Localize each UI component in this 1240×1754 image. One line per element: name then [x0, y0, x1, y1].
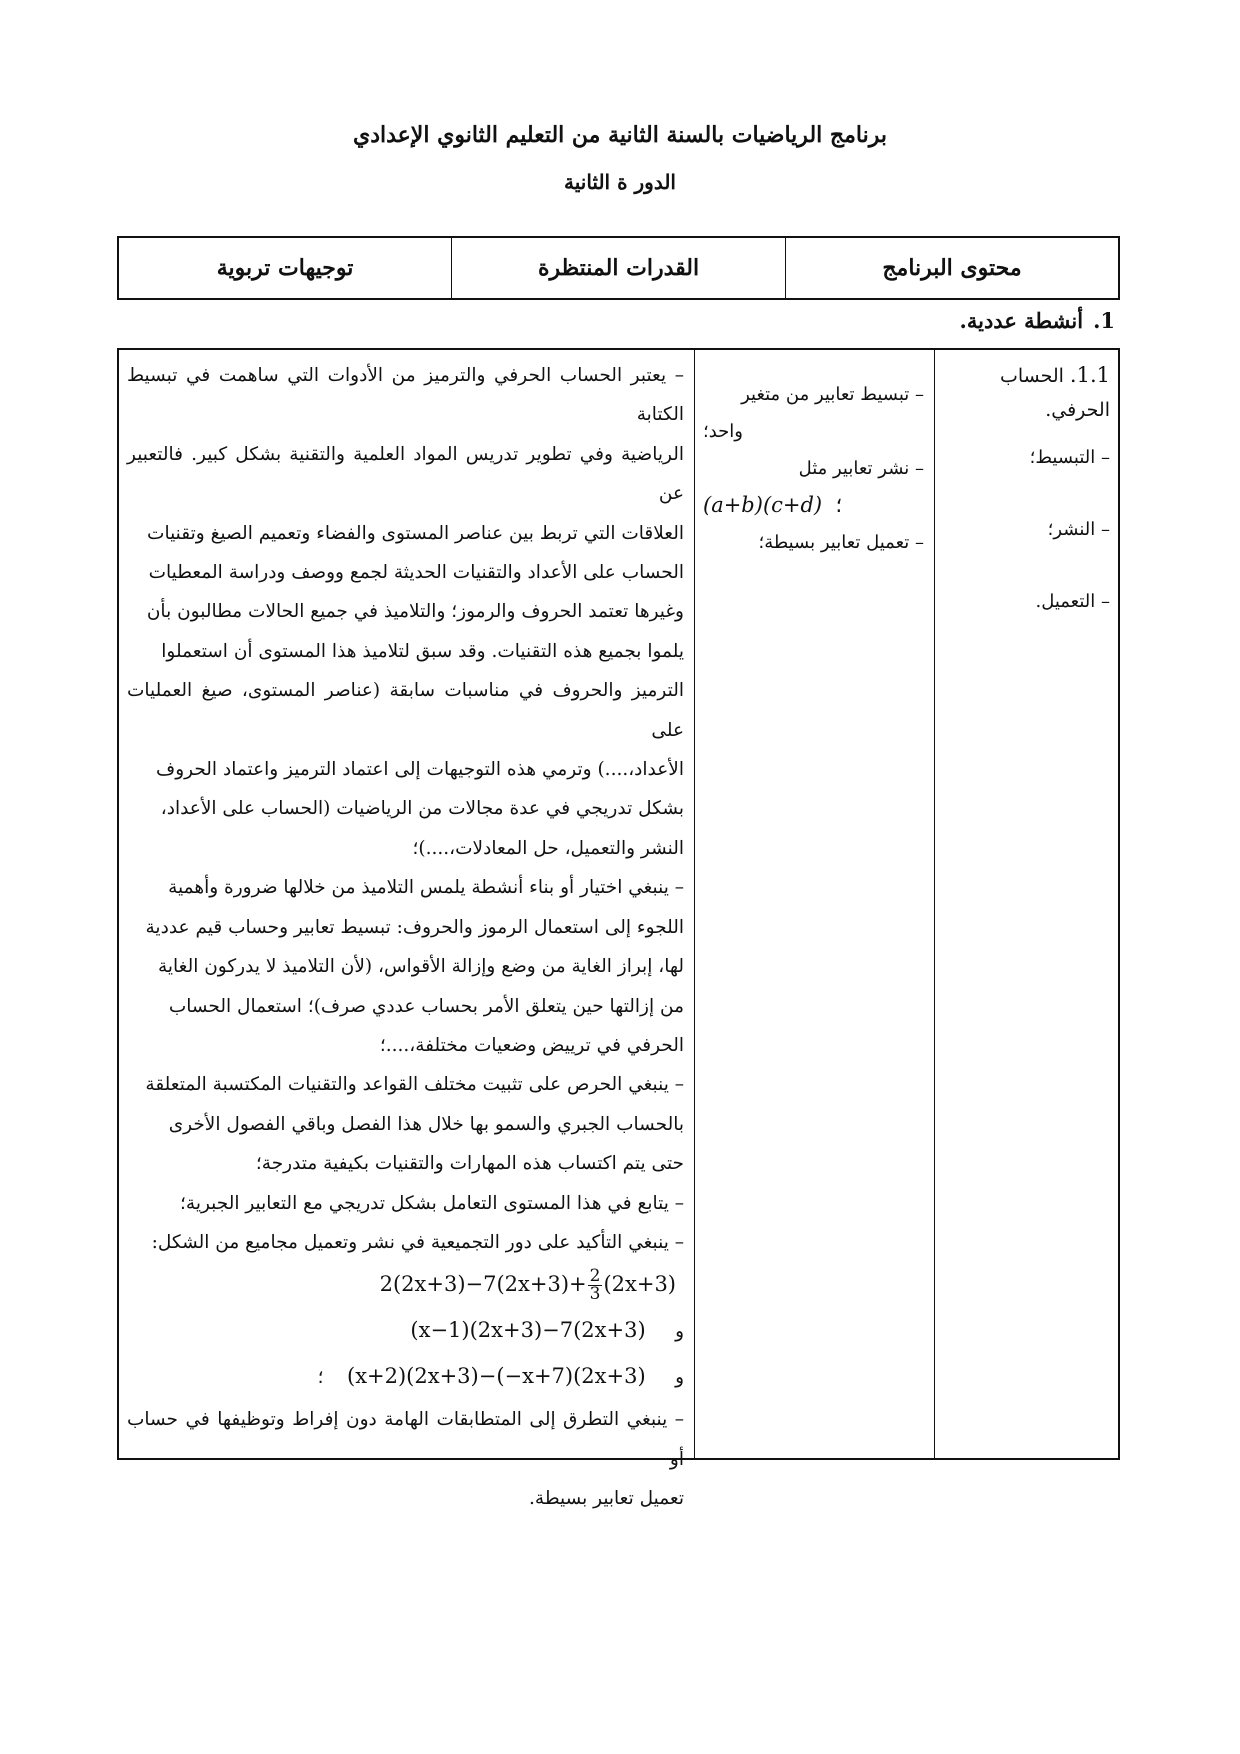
- guidance-line: تعميل تعابير بسيطة.: [529, 1488, 684, 1510]
- section-title: [960, 308, 1115, 333]
- guidance-line: – ينبغي اختيار أو بناء أنشطة يلمس التلاميذ من خلالها ضرورة وأهمية: [168, 877, 684, 899]
- guidance-line: – يعتبر الحساب الحرفي والترميز من الأدوات التي ساهمت في تبسيط الكتابة: [127, 365, 684, 426]
- guidance-line: الترميز والحروف في مناسبات سابقة (عناصر المستوى، صيغ العمليات على: [127, 680, 684, 741]
- guidance-line: الحرفي في ترييض وضعيات مختلفة،....؛: [379, 1034, 684, 1056]
- content-item: – النشر؛: [1047, 519, 1110, 540]
- content-heading-number: 1.1.: [1069, 363, 1110, 387]
- fraction-two-thirds: $\frac{2}{3}$: [589, 1266, 601, 1305]
- header-table: [117, 236, 1120, 300]
- guidance-line: اللجوء إلى استعمال الرموز والحروف: تبسيط تعابير وحساب قيم عددية: [145, 916, 684, 938]
- ability-line: – تعميل تعابير بسيطة؛: [758, 532, 924, 553]
- guidance-line: من إزالتها حين يتعلق الأمر بحساب عددي صرف)؛ استعمال الحساب: [168, 995, 684, 1017]
- page-subtitle: الدور ة الثانية: [564, 170, 676, 194]
- formula-line-1: [127, 1262, 684, 1308]
- content-heading-text: الحساب الحرفي.: [999, 365, 1110, 421]
- guidance-line: وغيرها تعتمد الحروف والرموز؛ والتلاميذ في جميع الحالات مطالبون بأن: [146, 601, 684, 623]
- formula-line-2: [127, 1308, 684, 1354]
- content-heading: [943, 358, 1110, 427]
- header-content: محتوى البرنامج: [882, 255, 1022, 281]
- guidance-line: العلاقات التي تربط بين عناصر المستوى والفضاء وتعميم الصيغ وتقنيات: [147, 522, 684, 544]
- content-item: – التبسيط؛: [1029, 447, 1110, 468]
- ability-expression-formula: (a+b)(c+d): [703, 493, 823, 517]
- ability-line: واحد؛: [703, 421, 743, 442]
- section-number: 1.: [1093, 308, 1115, 333]
- formula-2: (x−1)(2x+3)−7(2x+3): [410, 1318, 646, 1343]
- formula-separator: ؛: [317, 1367, 324, 1389]
- formula-1: 2(2x+3)−7(2x+3)+ $\frac{2}{3}$ (2x+3): [379, 1266, 676, 1305]
- conjunction: و: [675, 1321, 684, 1343]
- guidance-line: – ينبغي التطرق إلى المتطابقات الهامة دون إفراط وتوظيفها في حساب أو: [127, 1409, 684, 1470]
- section-title-text: أنشطة عددية.: [959, 308, 1084, 333]
- guidance-line: الأعداد،....) وترمي هذه التوجيهات إلى اعتماد الترميز واعتماد الحروف: [156, 759, 684, 781]
- main-table: [117, 348, 1120, 1510]
- guidance-line: يلموا بجميع هذه التقنيات. وقد سبق لتلاميذ هذا المستوى أن استعملوا: [161, 640, 684, 662]
- formula-line-3: [127, 1354, 684, 1400]
- guidance-line: الرياضية وفي تطوير تدريس المواد العلمية والتقنية بشكل كبير. فالتعبير عن: [127, 443, 684, 505]
- guidance-line: لها، إبراز الغاية من وضع وإزالة الأقواس، (لأن التلاميذ لا يدركون الغاية: [157, 956, 684, 978]
- content-item: – التعميل.: [1035, 591, 1110, 612]
- content-column: [934, 350, 1118, 1458]
- guidance-line: النشر والتعميل، حل المعادلات،....)؛: [412, 837, 684, 859]
- guidance-line: – ينبغي الحرص على تثبيت مختلف القواعد والتقنيات المكتسبة المتعلقة: [145, 1074, 684, 1096]
- abilities-column: [694, 350, 934, 1458]
- guidance-column: [119, 350, 694, 1510]
- ability-expression: [703, 487, 924, 524]
- ability-line: – تبسيط تعابير من متغير: [741, 384, 924, 405]
- page-title: برنامج الرياضيات بالسنة الثانية من التعليم الثانوي الإعدادي: [353, 122, 887, 148]
- guidance-line: – يتابع في هذا المستوى التعامل بشكل تدريجي مع التعابير الجبرية؛: [180, 1192, 684, 1214]
- guidance-line: بشكل تدريجي في عدة مجالات من الرياضيات (الحساب على الأعداد،: [160, 798, 684, 820]
- guidance-line: – ينبغي التأكيد على دور التجميعية في نشر وتعميل مجاميع من الشكل:: [151, 1231, 684, 1253]
- ability-expression-separator: ؛: [835, 493, 843, 517]
- conjunction: و: [675, 1367, 684, 1389]
- guidance-line: الحساب على الأعداد والتقنيات الحديثة لجمع ووصف ودراسة المعطيات: [148, 562, 684, 584]
- ability-line: – نشر تعابير مثل: [798, 458, 924, 479]
- guidance-line: حتى يتم اكتساب هذه المهارات والتقنيات بكيفية متدرجة؛: [255, 1153, 684, 1175]
- header-abilities: القدرات المنتظرة: [452, 238, 786, 298]
- header-guidance: توجيهات تربوية: [119, 238, 452, 298]
- guidance-line: بالحساب الجبري والسمو بها خلال هذا الفصل وباقي الفصول الأخرى: [168, 1113, 684, 1135]
- formula-3: (x+2)(2x+3)−(−x+7)(2x+3): [347, 1364, 646, 1389]
